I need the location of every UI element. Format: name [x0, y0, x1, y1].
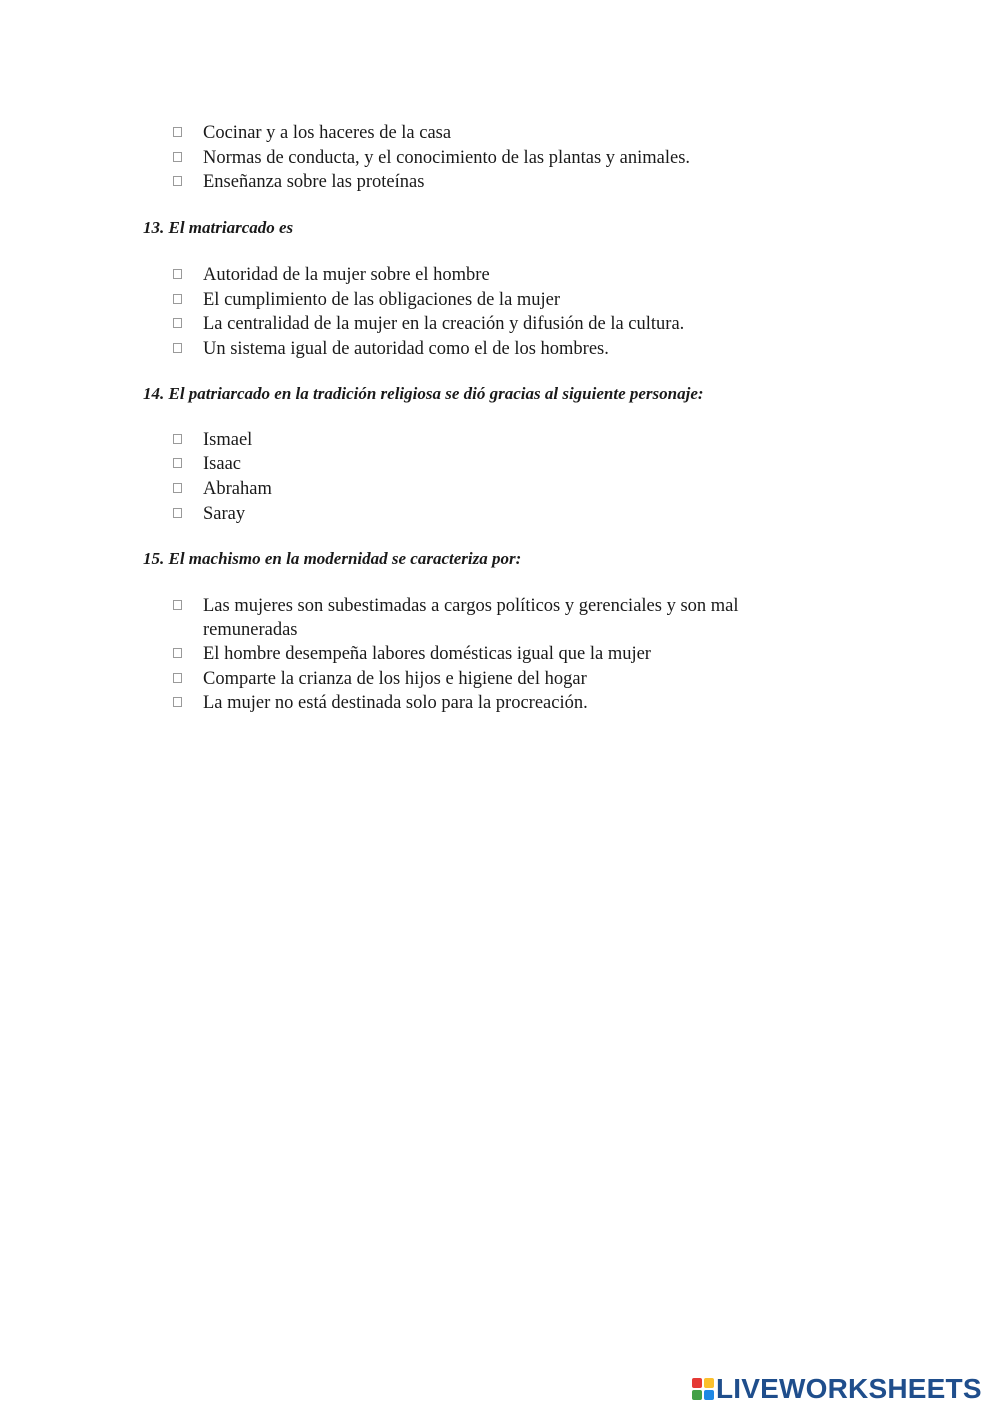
option-12-1[interactable] — [173, 121, 813, 145]
option-14-1[interactable] — [173, 428, 813, 452]
checkbox[interactable] — [173, 434, 182, 444]
option-label: El cumplimiento de las obligaciones de la mujer — [203, 290, 561, 310]
option-label: Las mujeres son subestimadas a cargos políticos y gerenciales y son mal remuneradas — [203, 596, 739, 640]
logo-square-green — [692, 1390, 702, 1400]
option-15-1[interactable] — [173, 594, 813, 642]
option-label: Ismael — [203, 430, 253, 450]
option-12-3[interactable] — [173, 170, 813, 194]
option-15-2[interactable] — [173, 642, 813, 666]
liveworksheets-logo — [692, 1374, 982, 1404]
option-label: Autoridad de la mujer sobre el hombre — [203, 265, 490, 285]
checkbox[interactable] — [173, 294, 182, 304]
logo-square-yellow — [704, 1378, 714, 1388]
option-15-4[interactable] — [173, 691, 813, 715]
option-label: Un sistema igual de autoridad como el de los hombres. — [203, 339, 609, 359]
option-13-4[interactable] — [173, 337, 813, 361]
checkbox[interactable] — [173, 673, 182, 683]
checkbox[interactable] — [173, 600, 182, 610]
option-label: Isaac — [203, 454, 241, 474]
option-13-2[interactable] — [173, 288, 813, 312]
checkbox[interactable] — [173, 508, 182, 518]
checkbox[interactable] — [173, 318, 182, 328]
option-13-1[interactable] — [173, 263, 813, 287]
question-14-title: 14. El patriarcado en la tradición religiosa se dió gracias al siguiente personaje: — [143, 384, 704, 403]
logo-squares-icon — [692, 1378, 714, 1400]
option-label: La mujer no está destinada solo para la procreación. — [203, 693, 588, 713]
option-label: El hombre desempeña labores domésticas igual que la mujer — [203, 644, 651, 664]
option-label: Enseñanza sobre las proteínas — [203, 172, 425, 192]
option-15-3[interactable] — [173, 667, 813, 691]
option-label: Saray — [203, 504, 246, 524]
checkbox[interactable] — [173, 483, 182, 493]
logo-square-red — [692, 1378, 702, 1388]
option-12-2[interactable] — [173, 146, 813, 170]
checkbox[interactable] — [173, 269, 182, 279]
option-label: Cocinar y a los haceres de la casa — [203, 123, 452, 143]
logo-text: LIVEWORKSHEETS — [716, 1373, 982, 1404]
option-14-2[interactable] — [173, 452, 813, 476]
option-label: Normas de conducta, y el conocimiento de las plantas y animales. — [203, 148, 691, 168]
question-15-title: 15. El machismo en la modernidad se caracteriza por: — [143, 549, 522, 568]
logo-square-blue — [704, 1390, 714, 1400]
option-14-3[interactable] — [173, 477, 813, 501]
option-13-3[interactable] — [173, 312, 813, 336]
option-label: La centralidad de la mujer en la creación y difusión de la cultura. — [203, 314, 685, 334]
checkbox[interactable] — [173, 648, 182, 658]
option-14-4[interactable] — [173, 502, 813, 526]
question-13-title: 13. El matriarcado es — [143, 218, 294, 237]
checkbox[interactable] — [173, 343, 182, 353]
checkbox[interactable] — [173, 176, 182, 186]
checkbox[interactable] — [173, 458, 182, 468]
option-label: Comparte la crianza de los hijos e higiene del hogar — [203, 669, 587, 689]
checkbox[interactable] — [173, 152, 182, 162]
option-label: Abraham — [203, 479, 272, 499]
checkbox[interactable] — [173, 697, 182, 707]
checkbox[interactable] — [173, 127, 182, 137]
